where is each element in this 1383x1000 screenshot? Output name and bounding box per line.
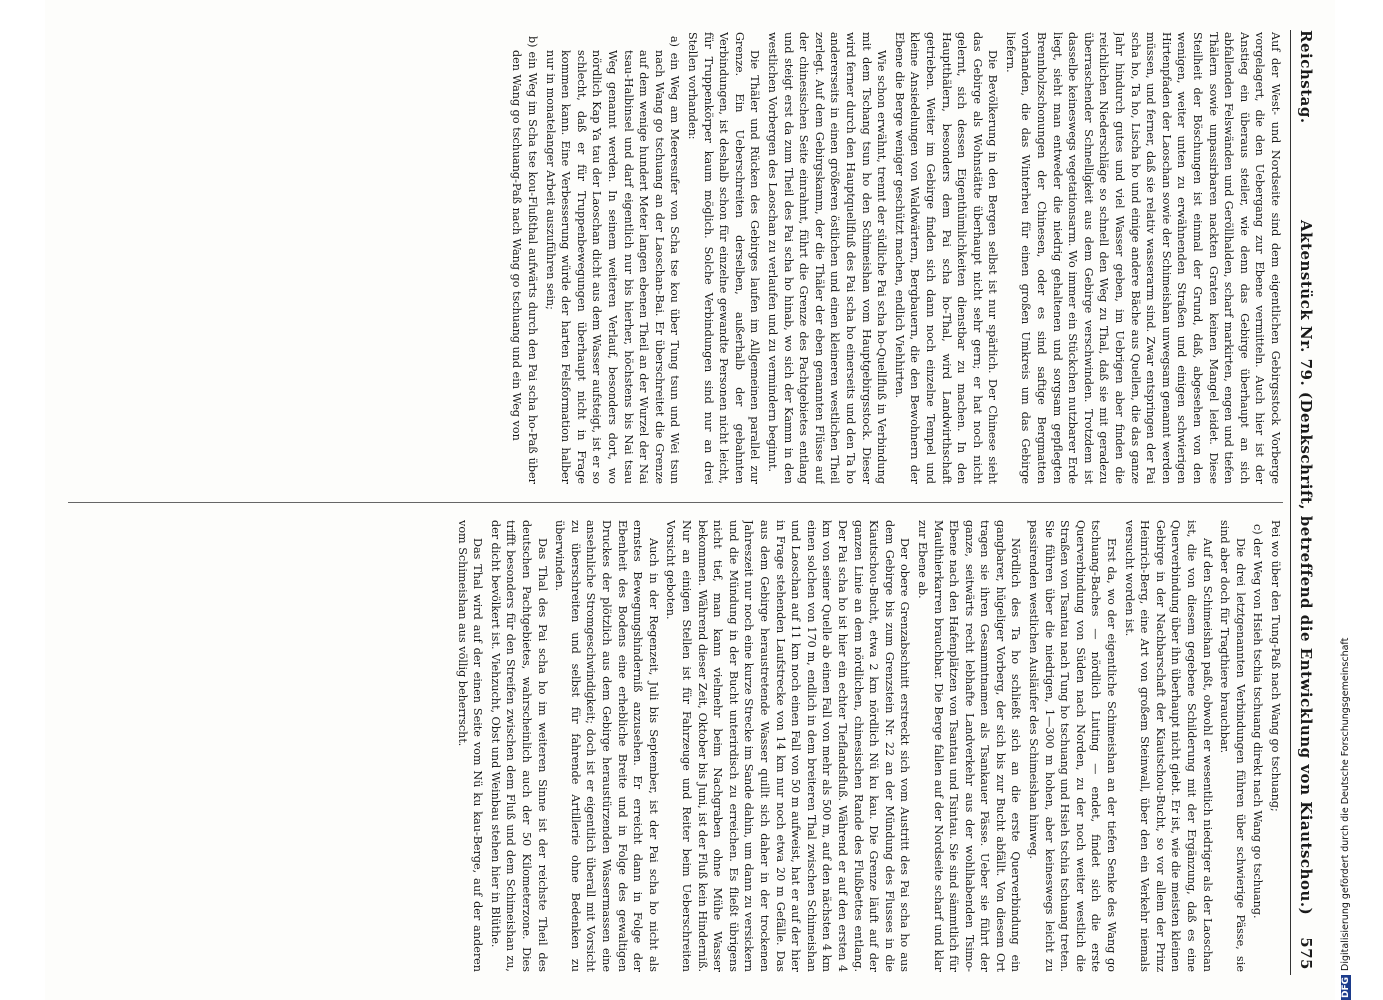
header-title: Aktenstück Nr. 79. (Denkschrift, betreffend die Entwicklung von Kiautschou.)	[1297, 220, 1315, 916]
paragraph: Die Bevölkerung in den Bergen selbst ist nur spärlich. Der Chinese sieht das Gebirge als Wohnstätte überhaupt nicht sehr gern; er hat noch nicht gelernt, sich dessen Eigenthümlichkeiten dienstbar zu machen. In den Hauptthälern, besonders dem Pai scha ho-Thal, wird Landwirthschaft getrieben. Weiter im Gebirge finden sich dann noch einzelne Tempel und kleine Ansiedelungen von Waldwärtern, Bergbauern, die den Bewohnern der Ebene die Berge weniger geschützt machen, endlich Viehhirten.	[892, 32, 1000, 484]
paragraph: Das Thal des Pai scha ho im weiteren Sinne ist der reichste Theil des deutschen Pachtgebietes, wahrscheinlich auch der 50 Kilometerzone. Dies trifft besonders für den Streifen zwischen dem Fluß und dem Schimeishan zu, der dicht bevölkert ist. Viehzucht, Obst und Weinbau stehen hier in Blüthe.	[488, 520, 549, 972]
page-header	[1289, 30, 1323, 970]
paragraph: Auch in der Regenzeit, Juli bis September, ist der Pai scha ho nicht als ernstes Bewegungshinderniß anzusehen. Er erreicht dann in Folge der Ebenheit des Bodens eine erhebliche Breite und in Folge des gewaltigen Druckes der plötzlich aus dem Gebirge heraustürzenden Wassermassen eine ansehnliche Stromgeschwindigkeit; doch ist er eigentlich überall mit Vorsicht zu überschreiten und selbst für fahrende Artillerie ohne Bedenken zu überwinden.	[553, 520, 660, 972]
list-item: b) ein Weg im Scha tse kou-Flußthal aufwärts durch den Pai scha ho-Paß über den Wang go tschuang-Paß nach Wang go tschuang und ein Weg von	[510, 36, 540, 484]
left-column	[68, 32, 1283, 484]
header-left: Reichstag.	[1297, 30, 1315, 124]
page-number: 575	[1297, 937, 1315, 970]
paragraph: Die Thäler und Rücken des Gebirges laufen im Allgemeinen parallel zur Grenze. Ein Ueberschreiten derselben, außerhalb der gebahnten Verbindungen, ist deshalb schon für einzelne gewandte Personen nicht leicht, für Truppenkörper kaum möglich. Solche Verbindungen sind nur an drei Stellen vorhanden:	[686, 32, 762, 484]
credit-text: Digitalisierung gefördert durch die Deutsche Forschungsgemeinschaft	[1340, 637, 1351, 971]
paragraph: Erst da, wo der eigentliche Schimeishan an der tiefen Senke des Wang go tschuang-Baches — nördlich Liuting — endet, findet sich die erste Querverbindung von Süden nach Norden, zu der noch weiter westlich die Straßen von Tsantau nach Tung ho tschuang und Hsieh tschia tschuang treten. Sie führen über die niedrigen, 1—300 m hohen, aber keineswegs leicht zu passirenden westlichen Ausläufer des Schimeishan hinweg.	[1027, 520, 1119, 972]
list-item: c) der Weg von Hsieh tschia tschuang direkt nach Wang go tschuang.	[1251, 524, 1265, 919]
paragraph: Auf der West- und Nordseite sind dem eigentlichen Gebirgsstock Vorberge vorgelagert, die den Uebergang zur Ebene vermitteln. Auch hier ist der Anstieg ein überaus steiler, wie denn das Gebirge überhaupt an sich abfallenden Felswänden und Geröllhalden, scharf markirten, engen und tiefen Thälern sowie unpassirbaren nackten Graten keinen Mangel leidet. Diese Steilheit der Böschungen ist einmal der Grund, daß, abgesehen von den wenigen, weiter unten zu erwähnenden Straßen und einigen schwierigen Hirtenpfaden der Laoschan sowie der Schimeishan unwegsam genannt werden müssen, und ferner, daß sie relativ wasserarm sind. Zwar entspringen der Pai scha ho, Ta ho, Lischa ho und einige andere Bäche aus Quellen, die das ganze Jahr hindurch gutes und viel Wasser geben, im Uebrigen aber finden die reichlichen Niederschläge so schnell den Weg zu Thal, daß sie mit geradezu überraschender Schnelligkeit aus dem Gebirge verschwinden. Trotzdem ist dasselbe keineswegs vegetationsarm. Wo immer ein Stückchen nutzbarer Erde liegt, sieht man entweder die niedrig gehaltenen und sorgsam gepflegten Brennholzschonungen der Chinesen, oder es sind saftige Bergmatten vorhanden, die das Winterheu für einen großen Umkreis um das Gebirge liefern.	[1003, 32, 1282, 484]
paragraph: Auf den Schimeishan paßt, obwohl er wesentlich niedriger als der Laoschan ist, die von diesem gegebene Schilderung mit der Ergänzung, daß es eine Querverbindung über ihn überhaupt nicht giebt. Er ist, wie die meisten kleinen Gebirge in der Nachbarschaft der Kiautschou-Bucht, so vor allem der Prinz Heinrich-Berg, eine Art von großem Steinwall, über den ein Verkehr niemals versucht worden ist.	[1122, 520, 1214, 972]
paragraph: Pei wo über den Tung-Paß nach Wang go tschuang;	[1269, 520, 1282, 812]
paragraph: Die drei letztgenannten Verbindungen führen über schwierige Pässe, sie sind aber doch für Tragthiere brauchbar.	[1218, 520, 1247, 972]
document-page	[45, 0, 1335, 1000]
right-column	[68, 520, 1283, 972]
column-divider	[68, 502, 1283, 503]
paragraph: Das Thal wird auf der einen Seite vom Nü ku kau-Berge, auf der anderen vom Schimeishan aus völlig beherrscht.	[455, 520, 485, 972]
header-rule	[1290, 30, 1291, 975]
paragraph: Nördlich des Ta ho schließt sich an die erste Querverbindung ein gangbarer, hügeliger Vorberg, der sich bis zur Bucht abfällt. Von diesem Ort tragen sie ihren Gesammtnamen als Tsankauer Pässe. Ueber sie führt der ganze, seitwärts recht lebhafte Landverkehr aus der wohlhabenden Tsimo-Ebene nach den Hafenplätzen von Tsantau und Tsintau. Sie sind sämmtlich für Maulthierkarren brauchbar. Die Berge fallen auf der Nordseite scharf und klar zur Ebene ab.	[915, 520, 1023, 972]
digitization-credit	[1340, 600, 1362, 1000]
dfg-logo-icon: DFG	[1341, 976, 1351, 998]
list-item: a) ein Weg am Meeresufer von Scha tse kou über Tung tsun und Wei tsun nach Wang go tschuang an der Laoschan-Bai. Er überschreitet die Grenze auf dem wenige hundert Meter langen ebenen Theil an der Wurzel der Nai tsau-Halbinsel und darf eigentlich nur bis hierher, höchstens bis Nai tsau Weg genannt werden. In seinem weiteren Verlauf, besonders dort, wo nördlich Kap Ya tau der Laoschan dicht aus dem Wasser aufsteigt, ist er so schlecht, daß er für Truppenbewegungen überhaupt nicht in Frage kommen kann. Eine Verbesserung würde der harten Felsformation halber nur in monatelanger Arbeit auszuführen sein;	[543, 36, 682, 484]
paragraph: Wie schon erwähnt, trennt der südliche Pai scha ho-Quellfluß in Verbindung mit dem Tschang tsun ho den Schimeishan vom Hauptgebirgsstock. Dieser wird ferner durch den Hauptquellfluß des Pai scha ho einerseits und den Ta ho andererseits in einen größeren östlichen und einen kleineren westlichen Theil zerlegt. Auf dem Gebirgskamm, der die Thäler der eben genannten Flüsse auf der chinesischen Seite einrahmt, führt die Grenze des Pachtgebietes entlang und steigt erst da zum Theil des Pai scha ho hinab, wo sich der Kamm in den westlichen Vorbergen des Laoschan zu verlaufen und zu vermindern beginnt.	[766, 32, 889, 484]
paragraph: Der obere Grenzabschnitt erstreckt sich vom Austritt des Pai scha ho aus dem Gebirge bis zum Grenzstein Nr. 22 an der Mündung des Flusses in die Kiautschou-Bucht, etwa 2 km nördlich Nü ku kau. Die Grenze läuft auf der ganzen Linie an dem nördlichen, chinesischen Rande des Flußbettes entlang. Der Pai scha ho ist hier ein echter Tieflandsfluß. Während er auf den ersten 4 km von seiner Quelle ab einen Fall von mehr als 500 m, auf den nächsten 4 km einen solchen von 170 m, endlich in dem breiteren Thal zwischen Schimeishan und Laoschan auf 11 km noch einen Fall von 50 m aufweist, hat er auf der hier in Frage stehenden Laufstrecke von 14 km nur noch etwa 20 m Gefälle. Das aus dem Gebirge heraustretende Wasser quillt sich daher in der trockenen Jahreszeit nur noch eine kurze Strecke im Sande dahin, um dann zu versickern und die Mündung in der Bucht unterirdisch zu erreichen. Es fließt übrigens nicht tief, man kann vielmehr beim Nachgraben ohne Mühe Wasser bekommen. Während dieser Zeit, Oktober bis Juni, ist der Fluß kein Hinderniß. Nur an einigen Stellen ist für Fahrzeuge und Reiter beim Ueberschreiten Vorsicht geboten.	[664, 520, 912, 972]
